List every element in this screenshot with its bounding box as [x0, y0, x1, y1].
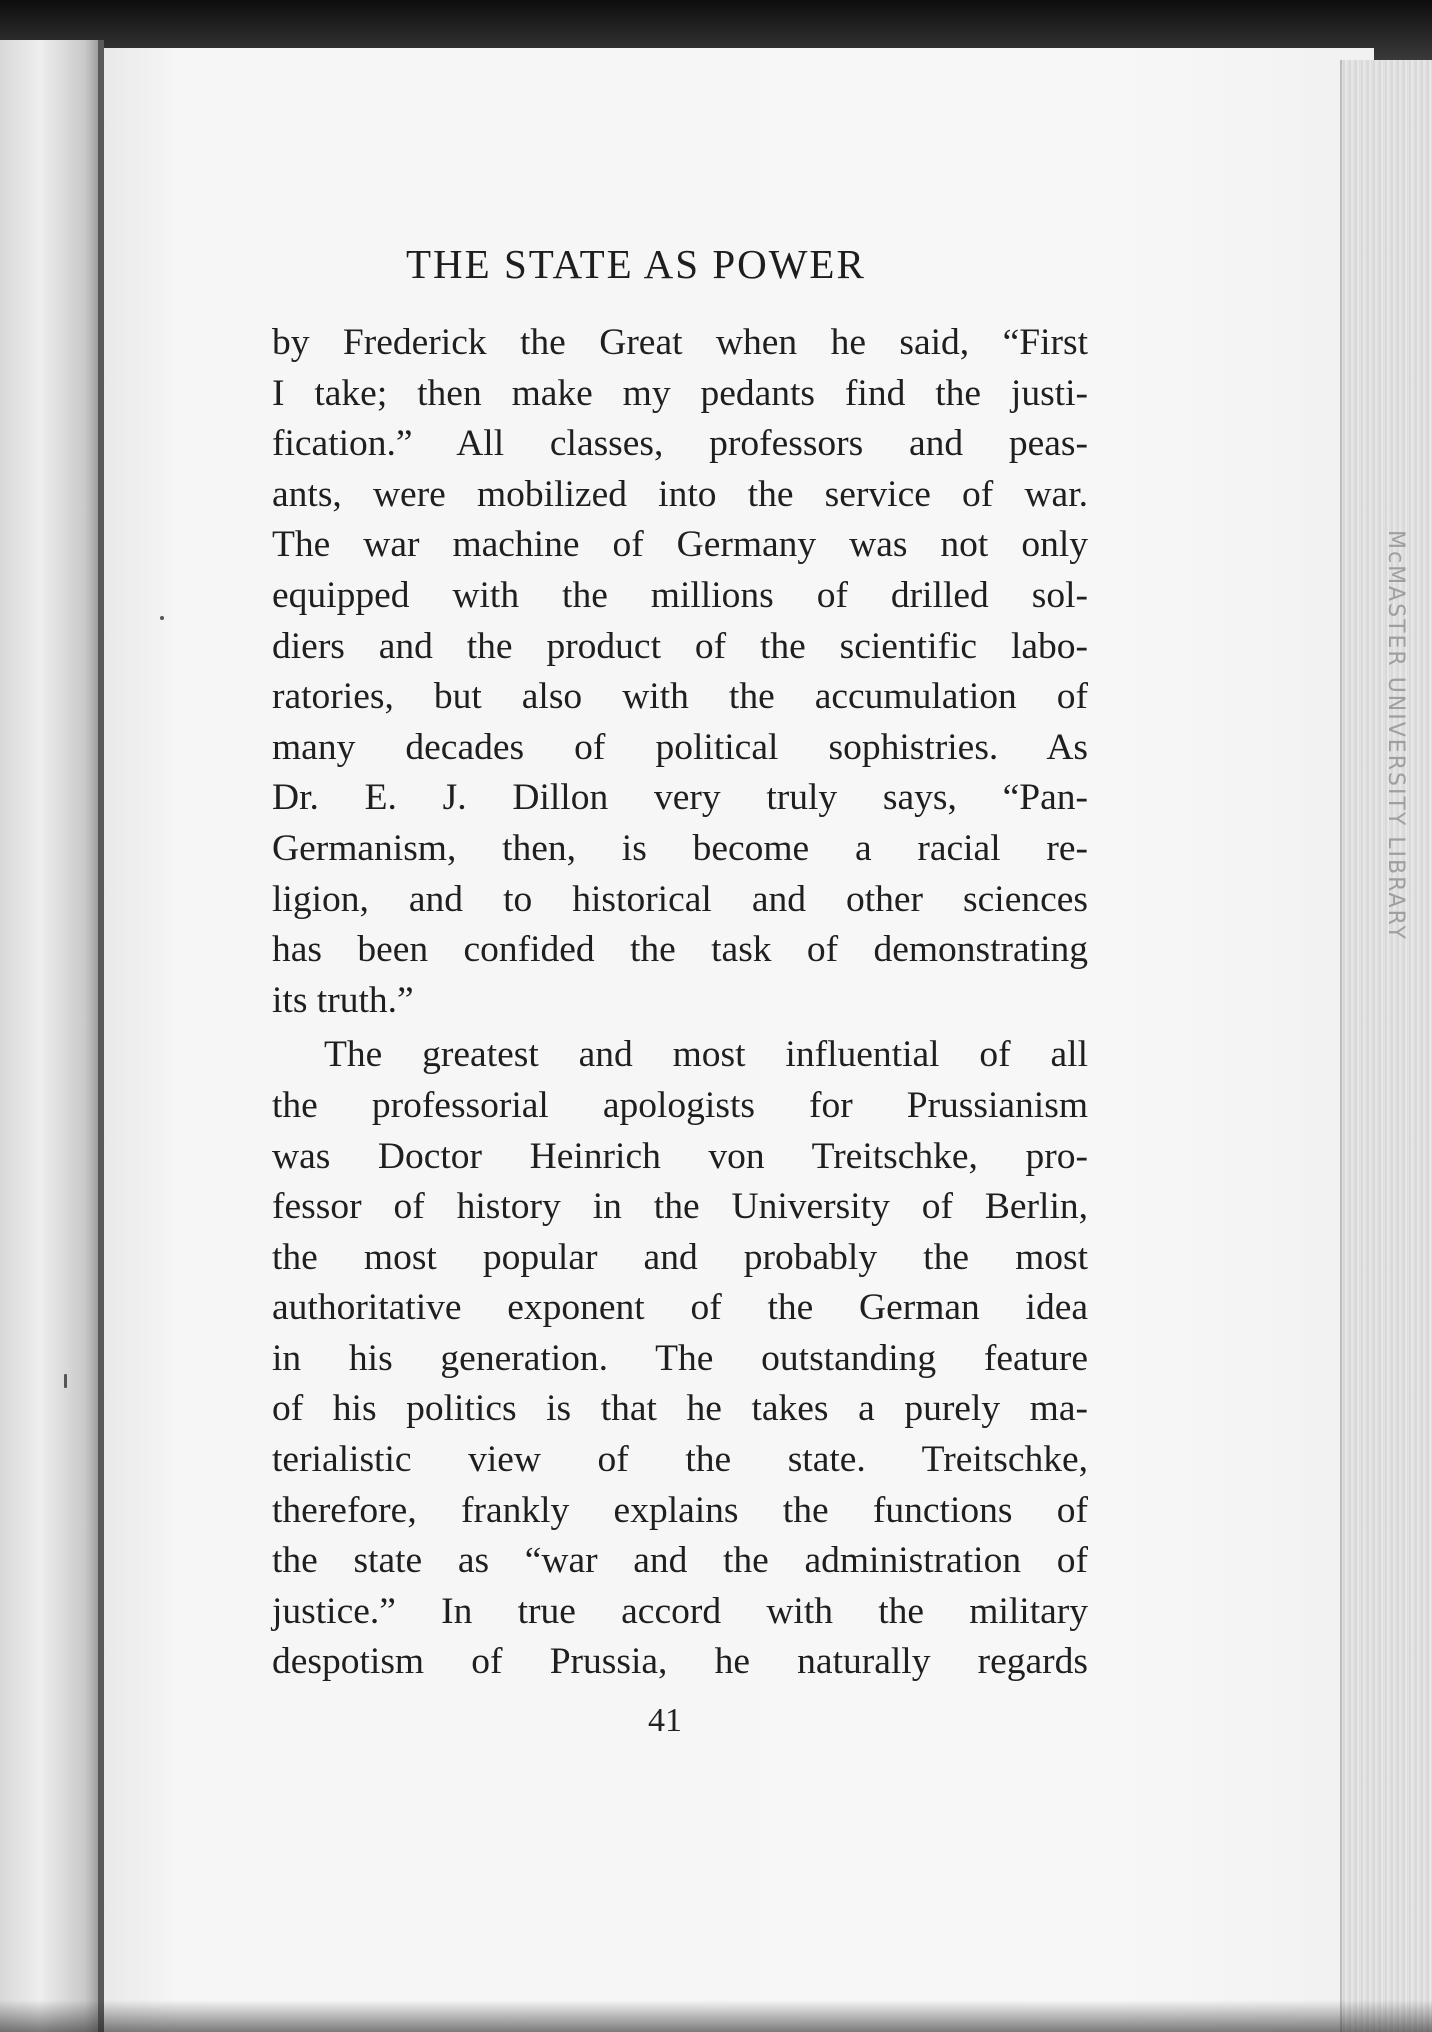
running-header: THE STATE AS POWER [406, 241, 866, 287]
left-page-edge [0, 40, 100, 2032]
text-line: authoritative exponent of the German idea [272, 1287, 1088, 1329]
text-line: by Frederick the Great when he said, “First [272, 322, 1088, 363]
page-number: 41 [648, 1702, 682, 1739]
text-line: diers and the product of the scientific labo- [272, 625, 1088, 667]
text-line: in his generation. The outstanding feature [272, 1337, 1088, 1379]
text-line: despotism of Prussia, he naturally regards [272, 1641, 1088, 1683]
scan-speck [64, 1374, 67, 1388]
text-line: ratories, but also with the accumulation of [272, 676, 1088, 718]
text-line: ligion, and to historical and other sciences [272, 878, 1088, 920]
text-line: the state as “war and the administration of [272, 1540, 1088, 1582]
body-text [272, 318, 1088, 1688]
text-line: The war machine of Germany was not only [272, 524, 1088, 566]
text-line: has been confided the task of demonstrating [272, 929, 1088, 971]
library-edge-stamp: McMASTER UNIVERSITY LIBRARY [1383, 530, 1408, 941]
text-line: many decades of political sophistries. As [272, 726, 1088, 768]
text-line: Dr. E. J. Dillon very truly says, “Pan- [272, 777, 1088, 819]
text-line: ants, were mobilized into the service of war. [272, 473, 1088, 515]
text-line: Germanism, then, is become a racial re- [272, 827, 1088, 869]
bottom-shadow [0, 2000, 1432, 2032]
text-line: its truth.” [272, 979, 414, 1021]
text-line: fication.” All classes, professors and peas- [272, 423, 1088, 465]
scan-speck [160, 616, 164, 620]
text-line: the professorial apologists for Prussianism [272, 1084, 1088, 1126]
paragraph-2 [272, 1030, 1088, 1688]
text-line: justice.” In true accord with the military [272, 1590, 1088, 1632]
text-line: I take; then make my pedants find the justi- [272, 372, 1088, 414]
text-line: terialistic view of the state. Treitschke, [272, 1439, 1088, 1481]
text-line: equipped with the millions of drilled sol- [272, 574, 1088, 616]
text-line: therefore, frankly explains the functions of [272, 1489, 1088, 1531]
text-line: was Doctor Heinrich von Treitschke, pro- [272, 1135, 1088, 1177]
text-line: the most popular and probably the most [272, 1236, 1088, 1278]
paragraph-1 [272, 318, 1088, 1026]
text-line: of his politics is that he takes a purely ma- [272, 1388, 1088, 1430]
text-line: fessor of history in the University of Berlin, [272, 1186, 1088, 1228]
text-line: The greatest and most influential of all [324, 1034, 1088, 1076]
